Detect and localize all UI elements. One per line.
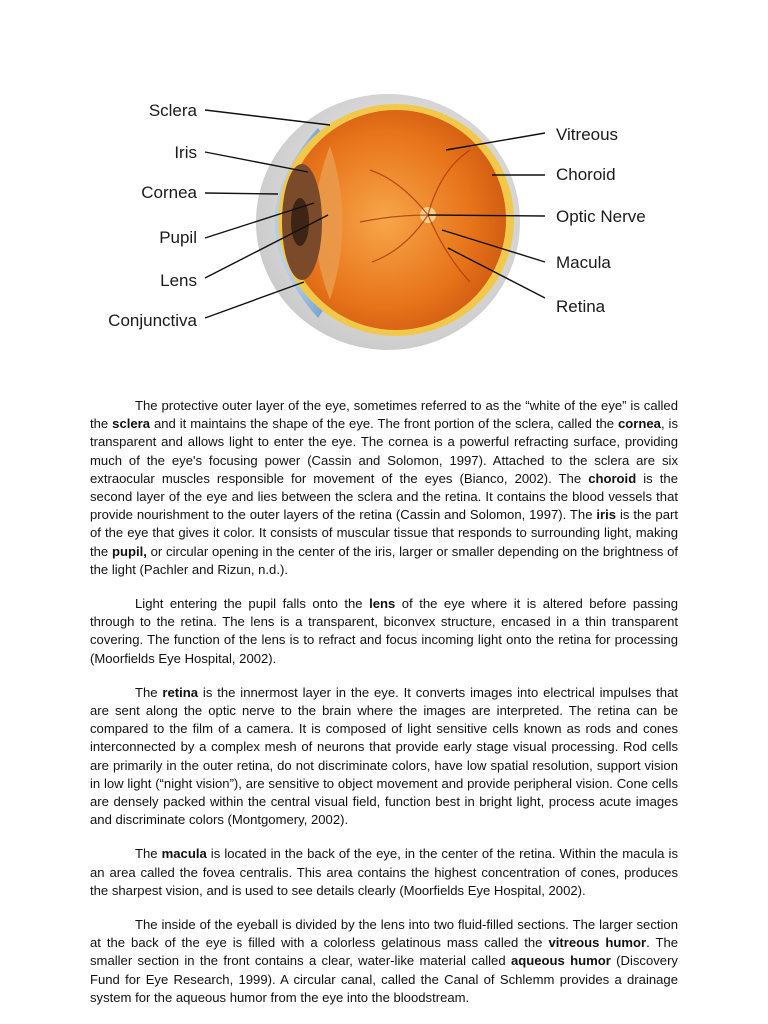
bold-term: choroid [588,470,637,486]
bold-term: retina [162,684,199,700]
bold-term: lens [369,596,396,612]
text-run: Light entering the pupil falls onto the [135,596,370,612]
text-run: (Discovery Fund for Eye Research, 1999). A circular canal, called the Canal of Schlemm provides a drainage system for the aqueous humor from the eye into the bloodstream. [90,953,678,1005]
bold-term: cornea [618,416,661,432]
text-run: The inside of the eyeball is divided by the lens into two fluid-filled sections. The larger section at the back of the eye is filled with a colorless gelatinous mass called the [90,917,678,951]
body-text [90,397,678,1023]
bold-term: aqueous humor [510,953,611,969]
label-lens: Lens [160,271,197,290]
text-run: or circular opening in the center of the iris, larger or smaller depending on the brightness of the light (Pachler and Rizun, n.d.). [90,543,679,577]
label-macula: Macula [556,253,611,272]
text-run: of the eye where it is altered before passing through to the retina. The lens is a transparent, biconvex structure, encased in a thin transparent covering. The function of the lens is to refract and focus incoming light onto the retina for processing (Moorfields Eye Hospital, 2002). [90,596,679,666]
bold-term: vitreous humor [548,935,647,951]
paragraph [90,916,678,1007]
paragraph [90,397,678,579]
bold-term: sclera [112,416,151,432]
text-run: is the innermost layer in the eye. It converts images into electrical impulses that are sent along the optic nerve to the brain where the images are interpreted. The retina can be compared to the film of a camera. It is composed of light sensitive cells known as rods and cones interconnected by a complex mesh of neurons that provide early stage visual processing. Rod cells are primarily in the outer retina, do not discriminate colors, have low spatial resolution, support vision in low light (“night vision”), are sensitive to object movement and provide peripheral vision. Cone cells are densely packed within the central visual field, function best in bright light, process acute images and discriminate colors (Montgomery, 2002). [90,684,678,828]
text-run: is the part of the eye that gives it color. It consists of muscular tissue that responds to surrounding light, making the [90,507,678,559]
text-run: The [135,684,163,700]
label-conjunctiva: Conjunctiva [108,311,197,330]
paragraph [90,845,678,900]
bold-term: pupil, [111,543,147,559]
text-run: . The smaller section in the front contains a clear, water-like material called [90,935,679,969]
text-run: The [135,846,162,862]
label-cornea: Cornea [141,183,197,202]
label-optic-nerve: Optic Nerve [556,207,646,226]
label-pupil: Pupil [159,228,197,247]
text-run: is located in the back of the eye, in the center of the retina. Within the macula is an area called the fovea centralis. This area contains the highest concentration of cones, produces the sharpest vision, and is used to see details clearly (Moorfields Eye Hospital, 2002). [90,846,678,898]
label-iris: Iris [174,143,197,162]
label-retina: Retina [556,297,606,316]
label-choroid: Choroid [556,165,616,184]
text-run: and it maintains the shape of the eye. The front portion of the sclera, called the [150,416,619,432]
text-run: The protective outer layer of the eye, sometimes referred to as the “white of the eye” is called the [90,398,678,432]
text-run: is the second layer of the eye and lies between the sclera and the retina. It contains the blood vessels that provide nourishment to the outer layers of the retina (Cassin and Solomon, 1997). The [90,470,678,523]
text-run: , is transparent and allows light to enter the eye. The cornea is a powerful refracting surface, providing much of the eye's focusing power (Cassin and Solomon, 1997). Attached to the sclera are six extraocular muscles responsible for movement of the eyes (Bianco, 2002). The [90,416,679,486]
paragraph [90,684,678,830]
bold-term: macula [161,846,207,862]
eye-anatomy-diagram [0,0,768,380]
bold-term: iris [596,507,617,523]
label-sclera: Sclera [148,101,197,120]
label-vitreous: Vitreous [556,125,619,144]
paragraph [90,595,678,668]
